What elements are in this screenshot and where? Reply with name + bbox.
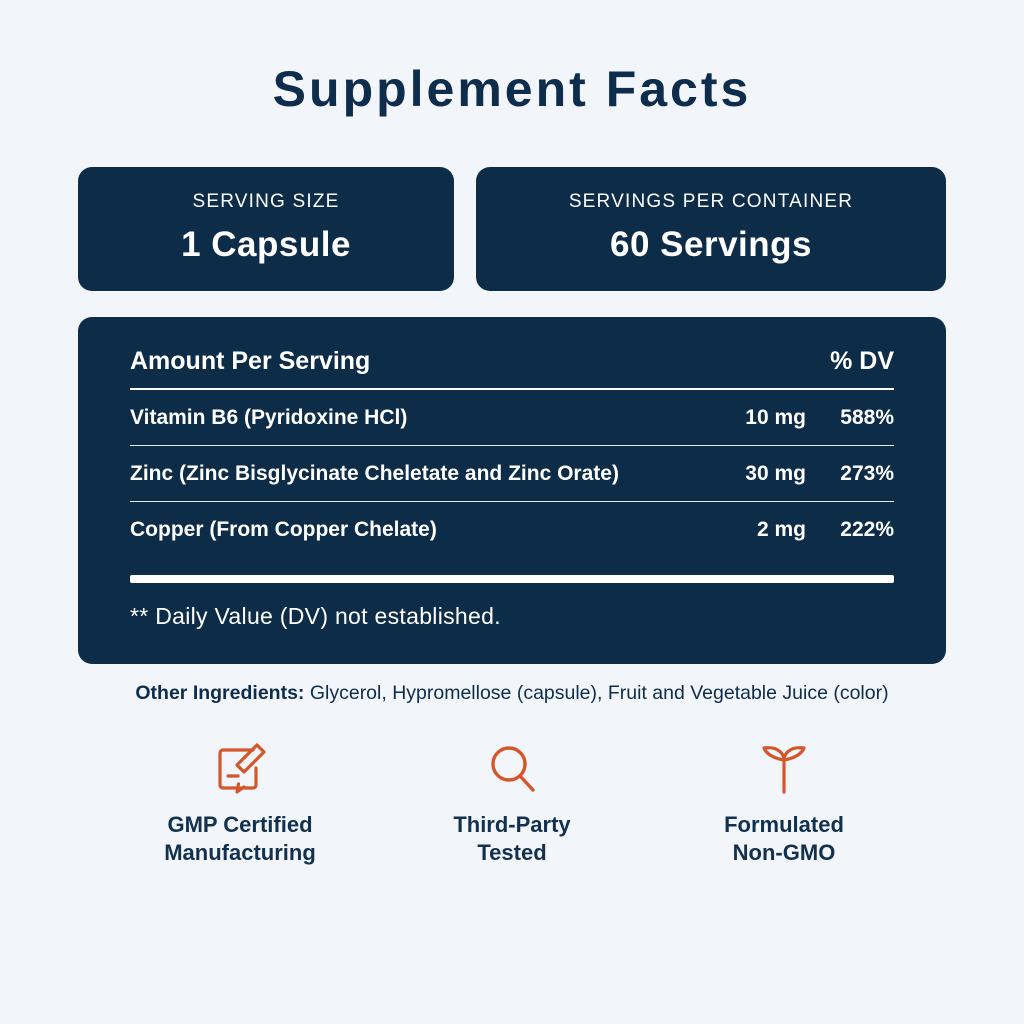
table-header-row (130, 347, 894, 390)
servings-per-container-label: SERVINGS PER CONTAINER (568, 191, 854, 212)
badge-line-1: GMP Certified (167, 812, 313, 837)
nutrient-dv: 273% (840, 462, 894, 485)
badge-line-1: Formulated (724, 812, 844, 837)
nutrient-dv: 588% (840, 406, 894, 429)
other-ingredients-label: Other Ingredients: (135, 682, 305, 704)
servings-per-container-value: 60 Servings (610, 225, 812, 264)
nutrient-name: Copper (From Copper Chelate) (130, 518, 437, 541)
daily-value-note: ** Daily Value (DV) not established. (130, 603, 501, 629)
serving-size-box (78, 167, 454, 291)
badge-non-gmo (679, 737, 889, 866)
badge-line-2: Tested (477, 839, 547, 865)
badge-line-2: Manufacturing (164, 839, 316, 865)
badge-text (135, 811, 345, 866)
page-title: Supplement Facts (272, 61, 752, 117)
serving-size-label: SERVING SIZE (192, 191, 340, 212)
badge-line-1: Third-Party (453, 812, 571, 837)
magnifier-icon (407, 737, 617, 801)
trust-badges (78, 737, 946, 866)
badge-third-party-tested (407, 737, 617, 866)
nutrient-name: Zinc (Zinc Bisglycinate Cheletate and Zinc Orate) (130, 462, 619, 485)
serving-size-value: 1 Capsule (181, 225, 351, 264)
badge-line-2: Non-GMO (732, 839, 836, 865)
servings-per-container-box (476, 167, 946, 291)
nutrient-amount: 30 mg (745, 462, 806, 485)
nutrient-dv: 222% (840, 518, 894, 541)
table-row (130, 390, 894, 446)
header-amount-per-serving: Amount Per Serving (130, 347, 371, 375)
badge-text (407, 811, 617, 866)
other-ingredients (78, 682, 946, 705)
badge-gmp-certified (135, 737, 345, 866)
nutrient-name: Vitamin B6 (Pyridoxine HCl) (130, 406, 408, 429)
table-row (130, 446, 894, 502)
badge-text (679, 811, 889, 866)
leaf-icon (679, 737, 889, 801)
serving-summary (78, 167, 946, 291)
certificate-pen-icon (135, 737, 345, 801)
supplement-facts-table (78, 317, 946, 664)
table-row (130, 502, 894, 557)
nutrient-amount: 10 mg (745, 406, 806, 429)
table-bottom-rule (130, 575, 894, 583)
other-ingredients-value: Glycerol, Hypromellose (capsule), Fruit and Vegetable Juice (color) (309, 682, 889, 704)
header-percent-dv: % DV (830, 347, 894, 375)
nutrient-amount: 2 mg (756, 518, 806, 541)
